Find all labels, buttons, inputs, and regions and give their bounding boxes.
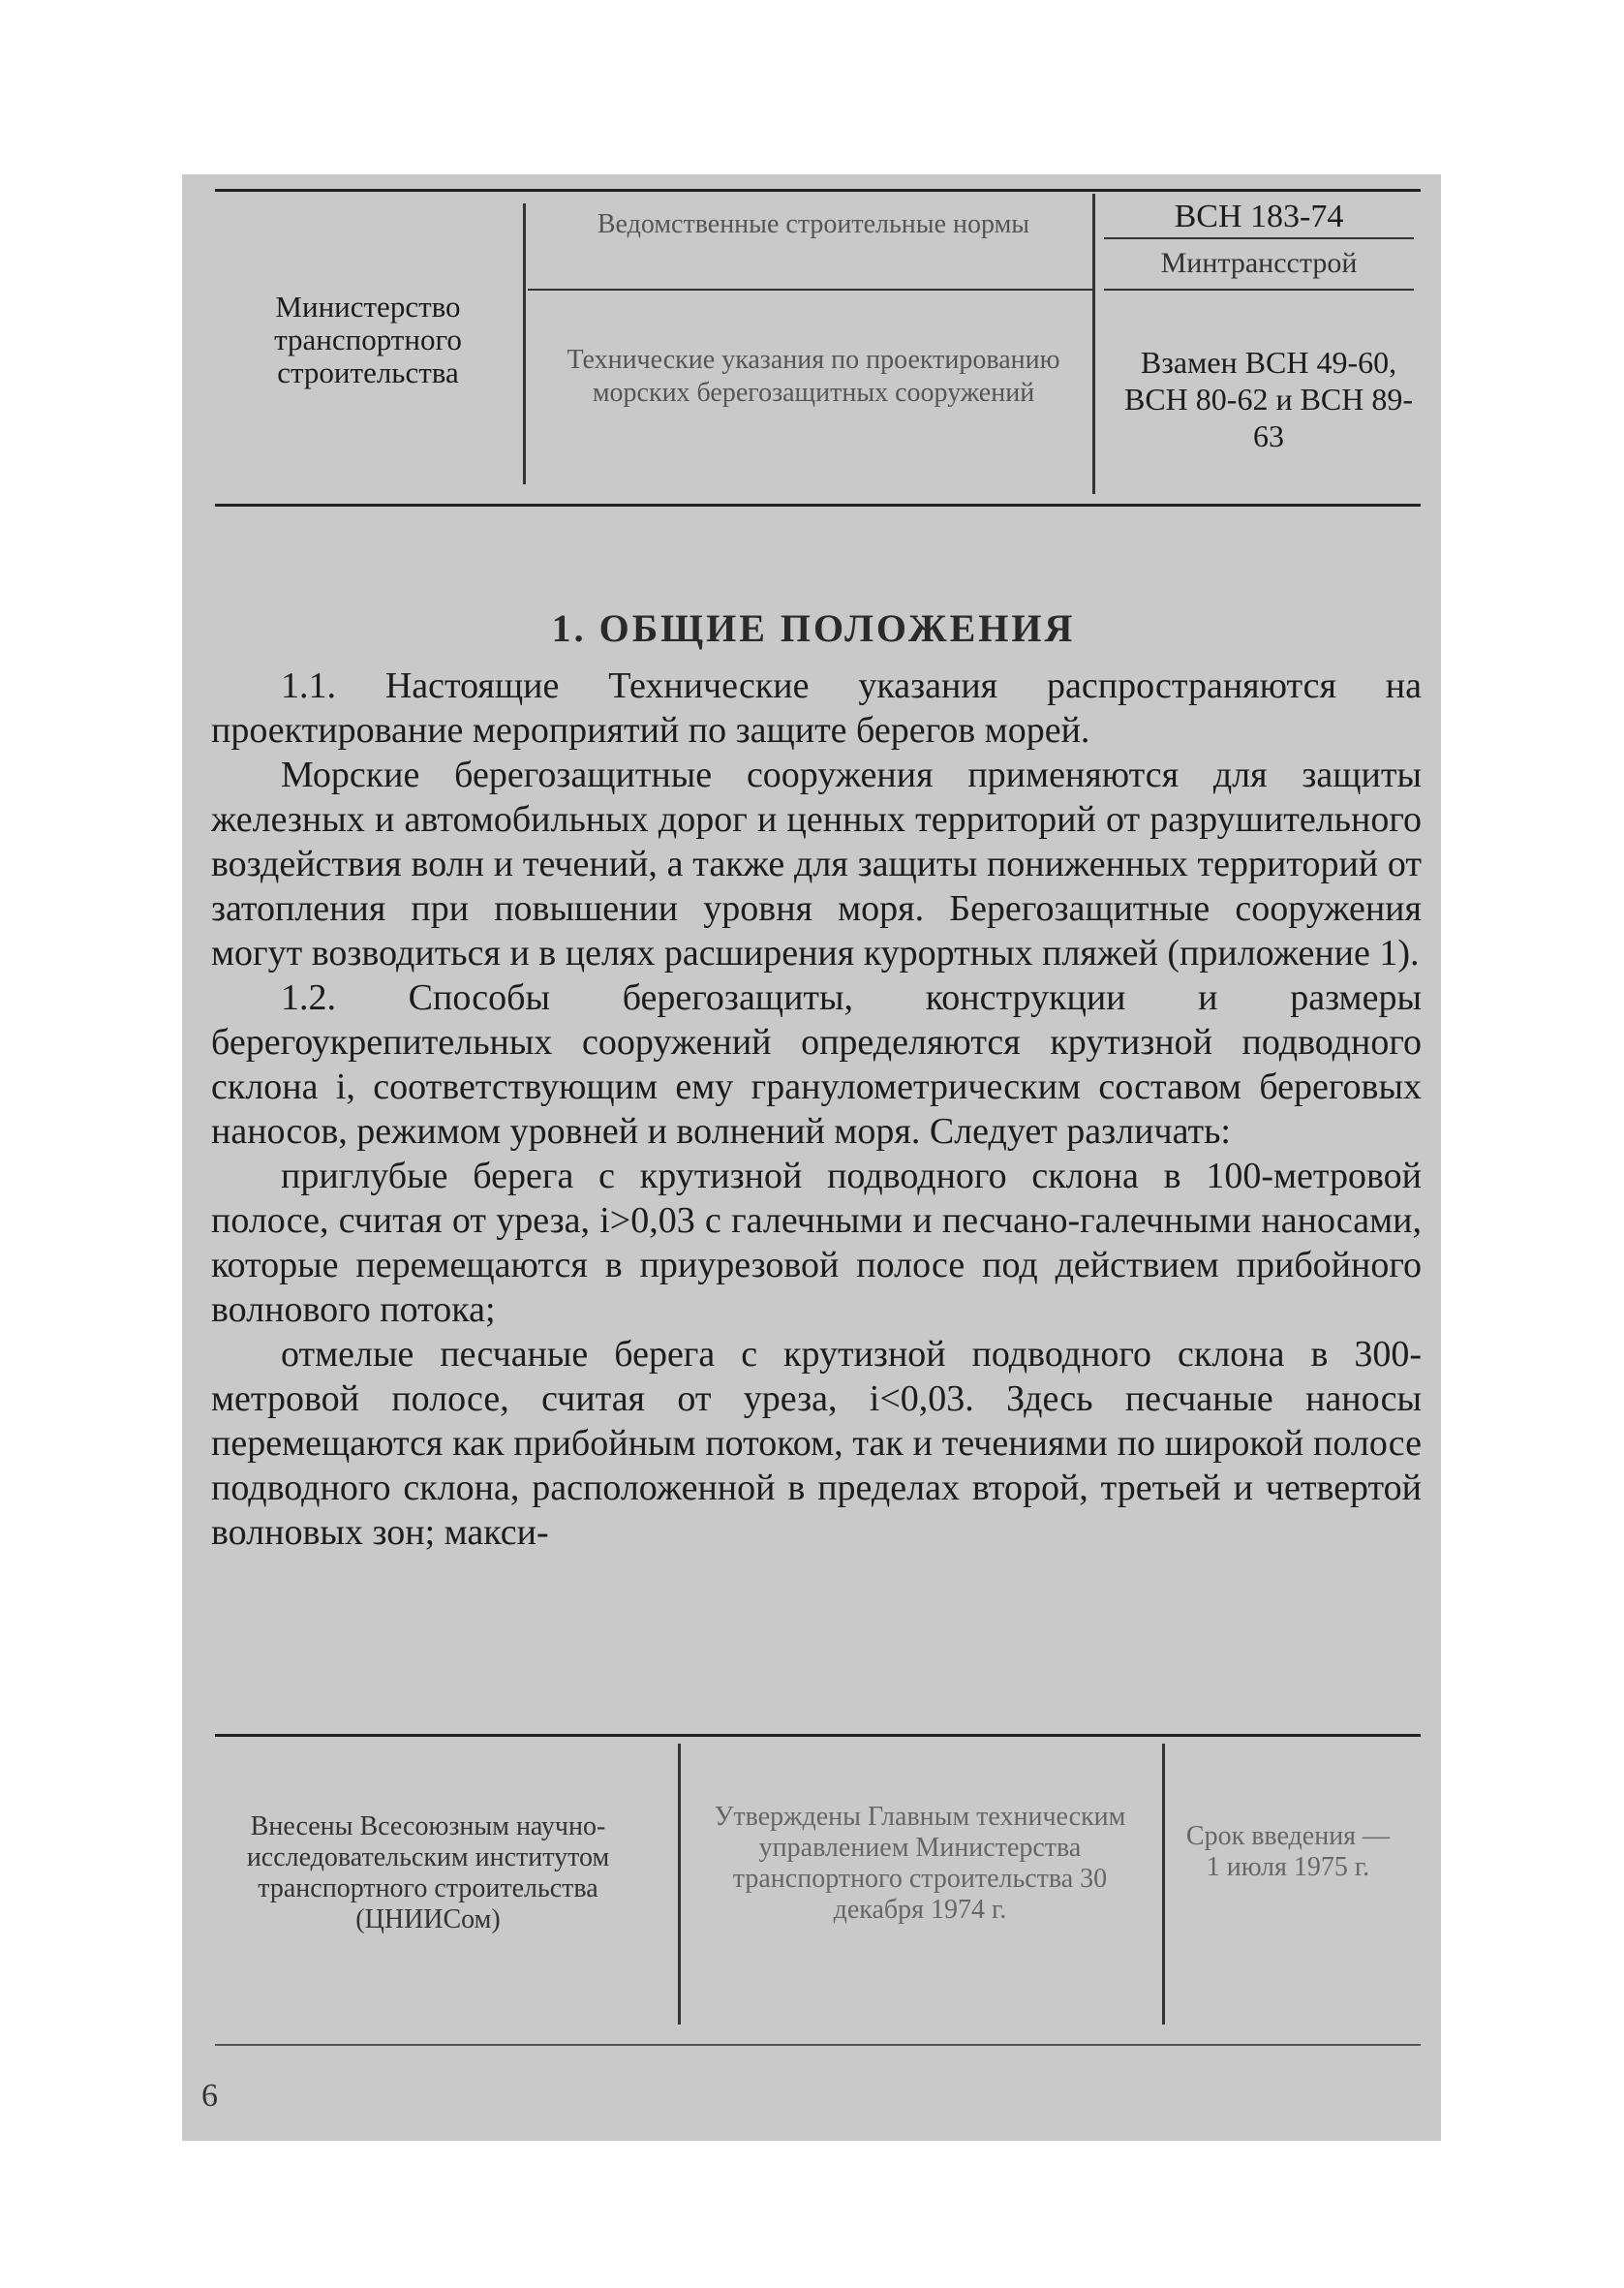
footer-divider-left — [678, 1744, 681, 2025]
footer-approved: Утверждены Главным техническим управлением Министерства транспортного строительства 30 декабря 1974 г. — [714, 1802, 1126, 1925]
footer-divider-right — [1162, 1744, 1165, 2025]
header-divider-left — [523, 203, 526, 484]
footer-top-rule — [215, 1734, 1421, 1737]
header-code: ВСН 183-74 — [1174, 199, 1344, 234]
paragraph: 1.1. Настоящие Технические указания распространяются на проектирование мероприятий по защите берегов морей. — [211, 665, 1422, 751]
header-bottom-rule — [215, 504, 1421, 507]
header-doc-type: Ведомственные строительные нормы — [597, 209, 1030, 239]
section-body — [211, 664, 1422, 1555]
footer-bottom-rule — [215, 2044, 1421, 2046]
header-org: Минтрансстрой — [1160, 247, 1358, 279]
header-code-rule — [1104, 237, 1414, 239]
header-top-rule — [215, 189, 1421, 192]
header-replaces: Взамен ВСН 49-60, ВСН 80-62 и ВСН 89-63 — [1123, 345, 1414, 453]
page-number: 6 — [201, 2078, 218, 2114]
footer-submitted: Внесены Всесоюзным научно-исследовательским институтом транспортного строительства (ЦНИИСом) — [246, 1811, 610, 1934]
paragraph: отмелые песчаные берега с крутизной подводного склона в 300-метровой полосе, считая от уреза, i<0,03. Здесь песчаные наносы перемещаются как прибойным потоком, так и течениями по широкой полосе подводного склона, расположенной в пределах второй, третьей и четвертой волновых зон; макси- — [211, 1334, 1422, 1553]
header-org-rule — [1104, 289, 1414, 291]
header-doc-title: Технические указания по проектированию морских берегозащитных сооружений — [567, 345, 1060, 408]
section-heading: 1. ОБЩИЕ ПОЛОЖЕНИЯ — [551, 606, 1076, 650]
paragraph: Морские берегозащитные сооружения применяются для защиты железных и автомобильных дорог и ценных территорий от разрушительного воздействия волн и течений, а также для защиты пониженных территорий от затопления при повышении уровня моря. Берегозащитные сооружения могут возводиться и в целях расширения курортных пляжей (приложение 1). — [211, 755, 1422, 974]
paragraph: 1.2. Способы берегозащиты, конструкции и размеры берегоукрепительных сооружений определяются крутизной подводного склона i, соответствующим ему гранулометрическим составом береговых наносов, режимом уровней и волнений моря. Следует различать: — [211, 977, 1422, 1152]
header-mid-rule — [528, 289, 1092, 291]
header-divider-right — [1092, 194, 1095, 494]
header-ministry: Министерство транспортного строительства — [274, 290, 462, 389]
footer-effective: Срок введения — 1 июля 1975 г. — [1185, 1821, 1391, 1882]
paragraph: приглубые берега с крутизной подводного склона в 100-метровой полосе, считая от уреза, i>0,03 с галечными и песчано-галечными наносами, которые перемещаются в приурезовой полосе под действием прибойного волнового потока; — [211, 1156, 1422, 1330]
